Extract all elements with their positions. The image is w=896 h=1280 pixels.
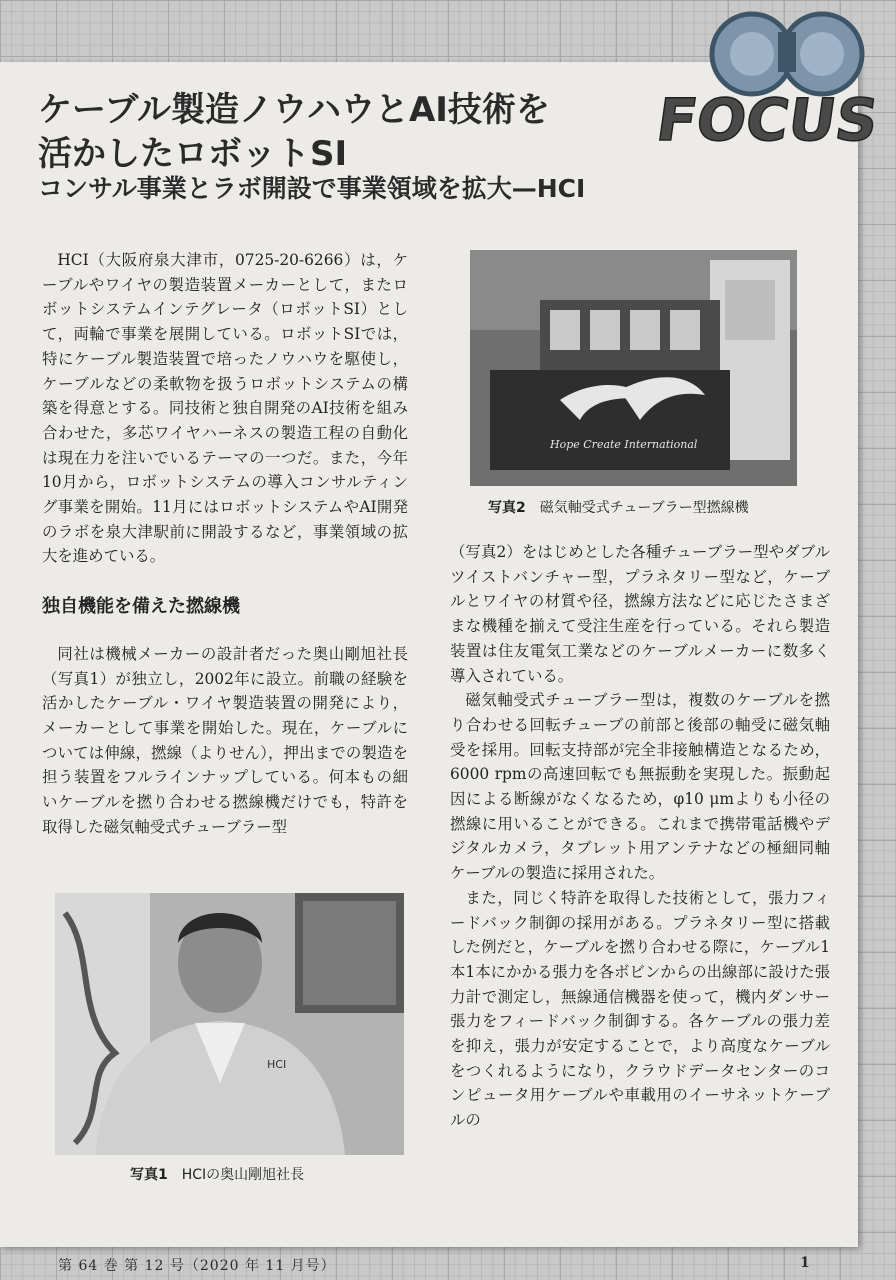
body-paragraph: また，同じく特許を取得した技術として，張力フィードバック制御の採用がある。プラネタリー型に搭載した例だと，ケーブルを撚り合わせる際に，ケーブル1本1本にかかる張力を各ボビンからの出線部に設けた張力計で測定し，無線通信機器を使って，機内ダンサー張力をフィードバック制御する。各ケーブルの張力差を抑え，張力が安定することで，より高度なケーブルをつくれるようになり，クラウドデータセンターのコンピュータ用ケーブルや車載用のイーサネットケーブルの xyxy=(450,888,830,1130)
section-heading: 独自機能を備えた撚線機 xyxy=(42,596,240,618)
photo-2-caption xyxy=(488,497,749,517)
body-paragraph: 磁気軸受式チューブラー型は，複数のケーブルを撚り合わせる回転チューブの前部と後部の軸受に磁気軸受を採用。回転支持部が完全非接触構造となるため，6000 rpmの高速回転でも無振動を実現した。振動起因による断線がなくなるため，φ10 μmよりも小径の撚線に用いることができる。これまで携帯電話機やデジタルカメラ，タブレット用アンテナなどの極細同軸ケーブルの製造に採用された。 xyxy=(450,691,830,883)
body-paragraph: （写真2）をはじめとした各種チューブラー型やダブルツイストバンチャー型，プラネタリー型など，ケーブルとワイヤの材質や径，撚線方法などに応じたさまざまな機種を揃えて受注生産を行っている。それら製造装置は住友電気工業などのケーブルメーカーに数多く導入されている。 xyxy=(450,543,830,685)
title-line-2: 活かしたロボットSI xyxy=(38,134,348,174)
page-number: 1 xyxy=(800,1255,810,1271)
title-line-1: ケーブル製造ノウハウとAI技術を xyxy=(38,90,550,130)
article-title xyxy=(38,88,678,176)
issue-info: 第 64 巻 第 12 号（2020 年 11 月号） xyxy=(58,1258,336,1274)
focus-logo-text: FOCUS xyxy=(652,86,883,154)
machine-brand-label: Hope Create International xyxy=(550,438,698,451)
focus-logo xyxy=(652,2,890,162)
body-paragraph: 同社は機械メーカーの設計者だった奥山剛旭社長（写真1）が独立し，2002年に設立。前職の経験を活かしたケーブル・ワイヤ製造装置の開発により，メーカーとして事業を開始した。現在，ケーブルについては伸線，撚線（よりせん），押出までの製造を担う装置をフルラインナップしている。何本もの細いケーブルを撚り合わせる撚線機だけでも，特許を取得した磁気軸受式チューブラー型 xyxy=(42,644,408,836)
right-column xyxy=(450,540,830,1133)
uniform-badge: HCI xyxy=(267,1058,287,1071)
photo-1-caption xyxy=(130,1164,304,1184)
left-column xyxy=(42,248,408,839)
intro-paragraph: HCI（大阪府泉大津市，0725-20-6266）は，ケーブルやワイヤの製造装置メーカーとして，またロボットシステムインテグレータ（ロボットSI）として，両輪で事業を展開している。ロボットSIでは，特にケーブル製造装置で培ったノウハウを駆使し，ケーブルなどの柔軟物を扱うロボットシステムの構築を得意とする。同技術と独自開発のAI技術を組み合わせた，多芯ワイヤハーネスの製造工程の自動化は現在力を注いでいるテーマの一つだ。また，今年10月から，ロボットシステムの導入コンサルティング事業を開始。11月にはロボットシステムやAI開発のラボを泉大津駅前に開設するなど，事業領域の拡大を進めている。 xyxy=(42,251,408,566)
photo-1-president xyxy=(55,893,404,1155)
machine-illustration xyxy=(470,250,797,486)
photo-2-stranding-machine xyxy=(470,250,797,486)
photo-2-caption-text: 磁気軸受式チューブラー型撚線機 xyxy=(539,500,749,516)
president-portrait xyxy=(55,893,404,1155)
article-subtitle: コンサル事業とラボ開設で事業領域を拡大—HCI xyxy=(38,174,586,203)
photo-1-caption-label: 写真1 xyxy=(130,1167,168,1183)
photo-2-caption-label: 写真2 xyxy=(488,500,526,516)
photo-1-caption-text: HCIの奥山剛旭社長 xyxy=(181,1167,305,1183)
